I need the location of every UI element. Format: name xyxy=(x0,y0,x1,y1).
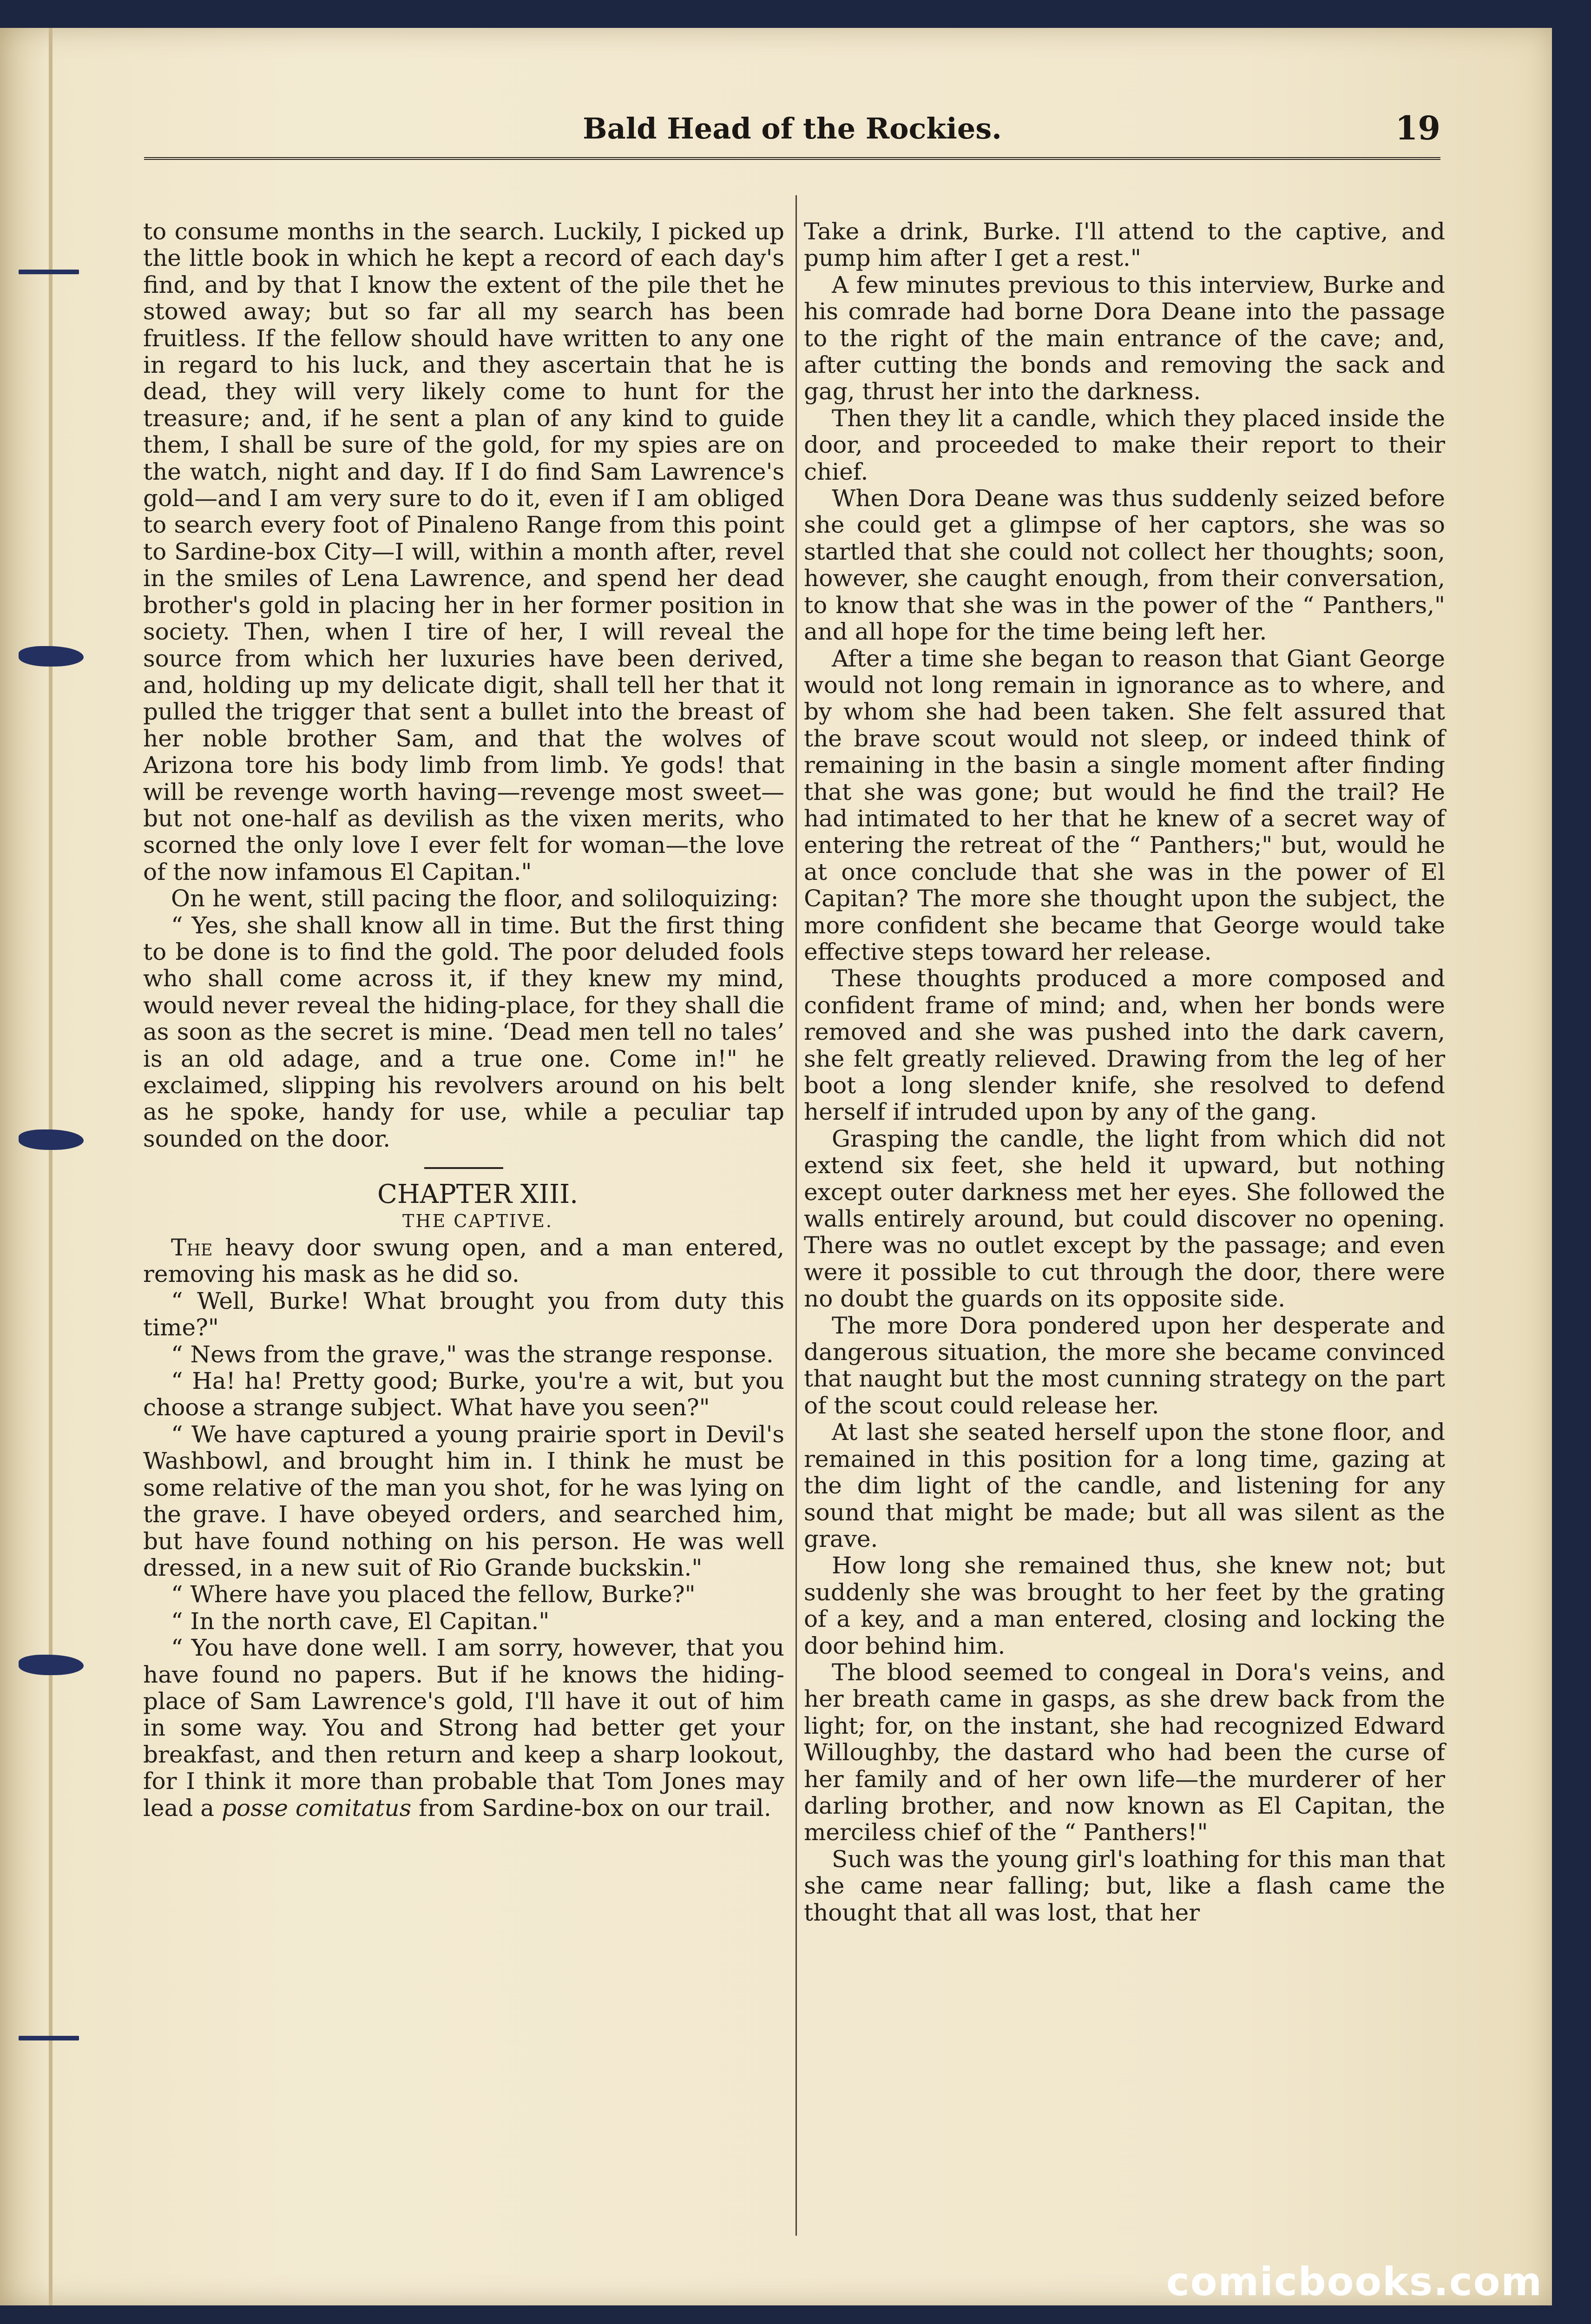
left-column xyxy=(143,218,784,1822)
binding-stitch xyxy=(19,2036,79,2040)
paragraph: “ Where have you placed the fellow, Burke?" xyxy=(171,1581,696,1608)
paragraph: Such was the young girl's loathing for this man that she came near falling; but, like a flash came the thought that all was lost, that her xyxy=(804,1845,1445,1926)
paragraph-text: heavy door swung open, and a man entered, removing his mask as he did so. xyxy=(143,1234,784,1288)
chapter-subtitle: THE CAPTIVE. xyxy=(402,1210,553,1231)
site-watermark: comicbooks.com xyxy=(1166,2259,1543,2304)
binding-stitch xyxy=(19,270,79,274)
paragraph-text: “ You have done well. I am sorry, however, that you have found no papers. But if he knows the hiding-place of Sam Lawrence's gold, I'll have it out of him in some way. You and Strong had better get your breakfast, and then return and keep a sharp lookout, for I think it more than probable that Tom Jones may lead a xyxy=(143,1634,784,1822)
binding-stitch xyxy=(19,1655,84,1675)
column-divider xyxy=(796,195,797,2236)
paragraph: The more Dora pondered upon her desperate and dangerous situation, the more she became convinced that naught but the most cunning strategy on the part of the scout could release her. xyxy=(804,1312,1445,1419)
paragraph: How long she remained thus, she knew not; but suddenly she was brought to her feet by the grating of a key, and a man entered, closing and locking the door behind him. xyxy=(804,1552,1445,1659)
paragraph: On he went, still pacing the floor, and soliloquizing: xyxy=(171,885,779,912)
paragraph: When Dora Deane was thus suddenly seized before she could get a glimpse of her captors, she was so startled that she could not collect her thoughts; soon, however, she caught enough, from their conversation, to know that she was in the power of the “ Panthers," and all hope for the time being left her. xyxy=(804,485,1445,646)
paragraph: “ News from the grave," was the strange response. xyxy=(171,1340,774,1368)
binding-stitch xyxy=(19,646,84,667)
paragraph: The blood seemed to congeal in Dora's veins, and her breath came in gasps, as she drew back from the light; for, on the instant, she had recognized Edward Willoughby, the dastard who had been the curse of her family and of her own life—the murderer of her darling brother, and now known as El Capitan, the merciless chief of the “ Panthers!" xyxy=(804,1658,1445,1846)
binding-edge xyxy=(49,28,53,2305)
paragraph xyxy=(143,1235,784,1288)
paragraph: to consume months in the search. Luckily, I picked up the little book in which he kept a record of each day's find, and by that I know the extent of the pile thet he stowed away; but so far all my search has been fruitless. If the fellow should have written to any one in regard to his luck, and they ascertain that he is dead, they will very likely come to hunt for the treasure; and, if he sent a plan of any kind to guide them, I shall be sure of the gold, for my spies are on the watch, night and day. If I do find Sam Lawrence's gold—and I am very sure to do it, even if I am obliged to search every foot of Pinaleno Range from this point to Sardine-box City—I will, within a month after, revel in the smiles of Lena Lawrence, and spend her dead brother's gold in placing her in her former position in society. Then, when I tire of her, I will reveal the source from which her luxuries have been derived, and, holding up my delicate digit, shall tell her that it pulled the trigger that sent a bullet into the breast of her noble brother Sam, and that the wolves of Arizona tore his body limb from limb. Ye gods! that will be revenge worth having—revenge most sweet—but not one-half as devilish as the vixen merits, who scorned the only love I ever felt for woman—the love of the now infamous El Capitan." xyxy=(143,218,784,885)
italic-phrase: posse comitatus xyxy=(222,1794,412,1822)
paragraph: At last she seated herself upon the stone floor, and remained in this position for a long time, gazing at the dim light of the candle, and listening for any sound that might be made; but all was silent as the grave. xyxy=(804,1419,1445,1552)
paragraph: These thoughts produced a more composed and confident frame of mind; and, when her bonds were removed and she was pushed into the dark cavern, she felt greatly relieved. Drawing from the leg of her boot a long slender knife, she resolved to defend herself if intruded upon by any of the gang. xyxy=(804,965,1445,1126)
paragraph: “ In the north cave, El Capitan." xyxy=(171,1607,550,1635)
paragraph: Grasping the candle, the light from which did not extend six feet, she held it upward, but nothing except outer darkness met her eyes. She followed the walls entirely around, but could discover no opening. There was no outlet except by the passage; and even were it possible to cut through the door, there were no doubt the guards on its opposite side. xyxy=(804,1125,1445,1313)
paragraph: Take a drink, Burke. I'll attend to the captive, and pump him after I get a rest." xyxy=(804,218,1445,272)
drop-word: The xyxy=(171,1234,213,1261)
paragraph: After a time she began to reason that Giant George would not long remain in ignorance as to where, and by whom she had been taken. She felt assured that the brave scout would not sleep, or indeed think of remaining in the basin a single moment after finding that she was gone; but would he find the trail? He had intimated to her that he knew of a secret way of entering the retreat of the “ Panthers;" but, would he at once conclude that she was in the power of El Capitan? The more she thought upon the subject, the more confident she became that George would take effective steps toward her release. xyxy=(804,645,1445,965)
paragraph: “ We have captured a young prairie sport in Devil's Washbowl, and brought him in. I think he must be some relative of the man you shot, for he was lying on the grave. I have obeyed orders, and searched him, but have found nothing on his person. He was well dressed, in a new suit of Rio Grande buckskin." xyxy=(143,1420,784,1581)
paragraph xyxy=(143,1635,784,1822)
page-number: 19 xyxy=(1395,109,1440,147)
header-rule xyxy=(144,157,1440,160)
binding-stitch xyxy=(19,1129,84,1150)
paragraph-text: from Sardine-box on our trail. xyxy=(411,1794,771,1822)
page-header xyxy=(144,102,1440,158)
paragraph: Then they lit a candle, which they placed inside the door, and proceeded to make their report to their chief. xyxy=(804,404,1445,485)
running-title: Bald Head of the Rockies. xyxy=(583,112,1002,145)
chapter-heading: CHAPTER XIII. xyxy=(377,1179,579,1210)
paragraph: “ Well, Burke! What brought you from duty this time?" xyxy=(143,1287,784,1341)
right-column xyxy=(804,218,1445,1926)
section-separator xyxy=(424,1167,503,1169)
paragraph: A few minutes previous to this interview, Burke and his comrade had borne Dora Deane into the passage to the right of the main entrance of the cave; and, after cutting the bonds and removing the sack and gag, thrust her into the darkness. xyxy=(804,271,1445,405)
paragraph: “ Yes, she shall know all in time. But the first thing to be done is to find the gold. The poor deluded fools who shall come across it, if they knew my mind, would never reveal the hiding-place, for they shall die as soon as the secret is mine. ‘Dead men tell no tales’ is an old adage, and a true one. Come in!" he exclaimed, slipping his revolvers around on his belt as he spoke, handy for use, while a peculiar tap sounded on the door. xyxy=(143,911,784,1152)
paragraph: “ Ha! ha! Pretty good; Burke, you're a wit, but you choose a strange subject. What have you seen?" xyxy=(143,1367,784,1421)
